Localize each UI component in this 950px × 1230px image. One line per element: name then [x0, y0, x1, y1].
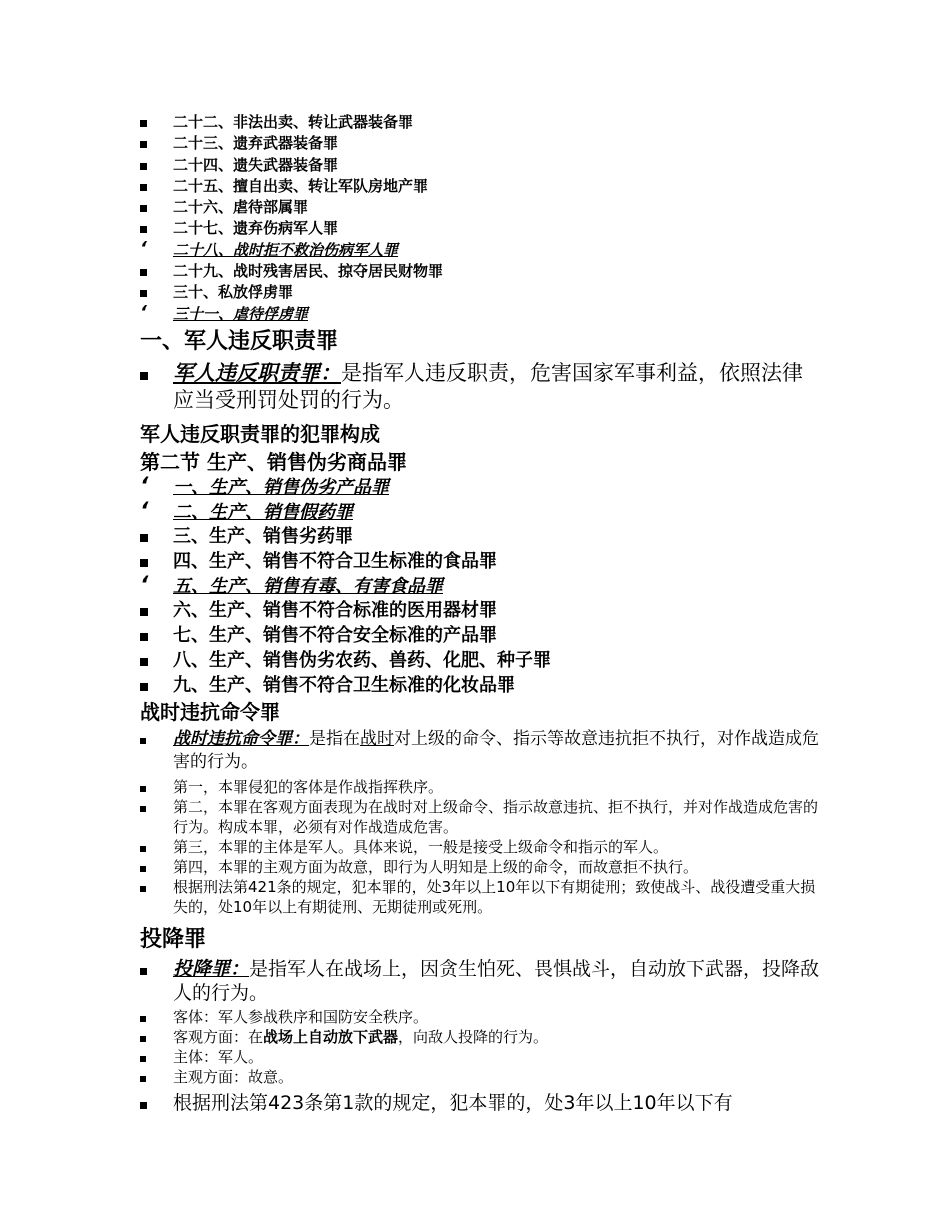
point-object: 客体：军人参战秩序和国防安全秩序。: [140, 1007, 820, 1027]
bullet-icon: [140, 176, 147, 197]
constitution-point: 根据刑法第421条的规定，犯本罪的，处3年以上10年以下有期徒刑；致使战斗、战役遭受重大损失的，处10年以上有期徒刑、无期徒刑或死刑。: [140, 877, 820, 917]
bullet-icon: [140, 649, 148, 674]
bullet-icon: ʻ: [140, 473, 149, 499]
bullet-icon: ʻ: [140, 572, 149, 598]
counterfeit-list-item: [140, 599, 820, 624]
definition-body: 是指军人在战场上，因贪生怕死、畏惧战斗，自动放下武器，投降敌人的行为。: [173, 958, 820, 1005]
crime-list-label: 二十四、遗失武器装备罪: [173, 155, 339, 174]
bullet-icon: [140, 282, 147, 303]
counterfeit-list-label: 六、生产、销售不符合标准的医用器材罪: [173, 600, 497, 622]
crime-list-item: [140, 218, 820, 239]
counterfeit-list-item[interactable]: [140, 572, 820, 600]
bullet-icon: ʻ: [140, 301, 147, 323]
crime-list-label: 三十、私放俘虏罪: [173, 283, 294, 302]
bullet-icon: [140, 877, 146, 897]
bullet-icon: [140, 218, 147, 239]
bullet-icon: [140, 197, 147, 218]
bullet-icon: ʻ: [140, 237, 147, 259]
crime-list-item: [140, 133, 820, 154]
term-surrender[interactable]: 投降罪：: [173, 958, 250, 981]
counterfeit-list-label: 四、生产、销售不符合卫生标准的食品罪: [173, 551, 497, 573]
bullet-icon: [140, 837, 146, 857]
counterfeit-list-label[interactable]: 五、生产、销售有毒、有害食品罪: [173, 575, 443, 597]
point-subject: 主体：军人。: [140, 1047, 820, 1067]
crime-list-item: [140, 155, 820, 176]
definition-body: 是指军人违反职责，危害国家军事利益，依照法律应当受刑罚处罚的行为。: [173, 360, 803, 412]
heading-constitution: 军人违反职责罪的犯罪构成: [140, 421, 380, 446]
crime-list-label: 二十三、遗弃武器装备罪: [173, 134, 339, 153]
crime-list-label[interactable]: 二十八、战时拒不救治伤病军人罪: [173, 240, 399, 259]
counterfeit-list-item[interactable]: [140, 473, 820, 501]
crime-list-item: [140, 112, 820, 133]
crime-list-label: 二十二、非法出卖、转让武器装备罪: [173, 113, 414, 131]
counterfeit-list-item: [140, 674, 820, 699]
bullet-icon: [140, 550, 148, 575]
counterfeit-list-item: [140, 624, 820, 649]
counterfeit-list-item: [140, 525, 820, 550]
term-disobey-orders[interactable]: 战时违抗命令罪：: [173, 729, 309, 750]
crime-list-item[interactable]: [140, 301, 820, 325]
constitution-point: 第三，本罪的主体是军人。具体来说，一般是接受上级命令和指示的军人。: [140, 837, 820, 857]
heading-surrender: 投降罪: [140, 927, 207, 953]
bullet-icon: ʻ: [140, 498, 149, 524]
crime-list-item: [140, 197, 820, 218]
definition-body: 对上级的命令、指示等故意违抗拒不执行，对作战造成危害的行为。: [173, 729, 819, 773]
surrender-points: [140, 1007, 820, 1087]
crime-list-label: 二十六、虐待部属罪: [173, 198, 309, 217]
bullet-icon: [140, 857, 146, 877]
heading-section-two: 第二节 生产、销售伪劣商品罪: [140, 449, 407, 474]
constitution-point: 第四，本罪的主观方面为故意，即行为人明知是上级的命令，而故意拒不执行。: [140, 857, 820, 877]
constitution-points: [140, 777, 820, 917]
crime-list-item: [140, 261, 820, 282]
crime-list-item: [140, 176, 820, 197]
bullet-icon: [140, 797, 146, 817]
penalty-surrender: 根据刑法第423条第1款的规定，犯本罪的，处3年以上10年以下有: [140, 1091, 820, 1115]
crime-list-item: [140, 282, 820, 303]
term-military-duty[interactable]: 军人违反职责罪：: [173, 360, 341, 385]
bullet-icon: [140, 261, 147, 282]
definition-disobey-orders: [140, 728, 820, 774]
counterfeit-list-label: 九、生产、销售不符合卫生标准的化妆品罪: [173, 674, 515, 696]
crime-list-military: [140, 112, 820, 325]
bullet-icon: [140, 133, 147, 154]
counterfeit-list-label: 八、生产、销售伪劣农药、兽药、化肥、种子罪: [173, 649, 551, 671]
definition-surrender: [140, 957, 820, 1005]
bullet-icon: [140, 155, 147, 176]
bullet-icon: [140, 525, 148, 550]
crime-list-label: 二十五、擅自出卖、转让军队房地产罪: [173, 176, 429, 195]
constitution-point: 第一，本罪侵犯的客体是作战指挥秩序。: [140, 777, 820, 797]
counterfeit-list-label: 三、生产、销售劣药罪: [173, 526, 353, 548]
crime-list-label: 二十七、遗弃伤病军人罪: [173, 219, 339, 238]
bullet-icon: [140, 777, 146, 797]
counterfeit-list-label[interactable]: 二、生产、销售假药罪: [173, 501, 353, 523]
definition-body: 是指在: [309, 729, 360, 750]
document-page: [140, 112, 820, 1115]
point-objective: 客观方面：在战场上自动放下武器，向敌人投降的行为。: [140, 1027, 820, 1047]
crime-list-item[interactable]: [140, 237, 820, 261]
constitution-point: 第二，本罪在客观方面表现为在战时对上级命令、指示故意违抗、拒不执行，并对作战造成危害的行为。构成本罪，必须有对作战造成危害。: [140, 797, 820, 837]
crime-list-label[interactable]: 三十一、虐待俘虏罪: [173, 304, 309, 323]
heading-disobey-orders: 战时违抗命令罪: [140, 700, 280, 725]
counterfeit-list-item[interactable]: [140, 498, 820, 526]
counterfeit-list-item: [140, 550, 820, 575]
crime-list-counterfeit: [140, 473, 820, 698]
bullet-icon: [140, 674, 148, 699]
crime-list-label: 二十九、战时残害居民、掠夺居民财物罪: [173, 262, 444, 281]
bullet-icon: [140, 599, 148, 624]
bullet-icon: [140, 624, 148, 649]
point-subjective: 主观方面：故意。: [140, 1067, 820, 1087]
counterfeit-list-label: 七、生产、销售不符合安全标准的产品罪: [173, 625, 497, 647]
bullet-icon: [140, 112, 147, 133]
definition-military-duty: [140, 360, 820, 414]
term-wartime[interactable]: 战时: [360, 729, 394, 750]
counterfeit-list-item: [140, 649, 820, 674]
counterfeit-list-label[interactable]: 一、生产、销售伪劣产品罪: [173, 476, 389, 498]
heading-military-duty: 一、军人违反职责罪: [140, 328, 339, 354]
